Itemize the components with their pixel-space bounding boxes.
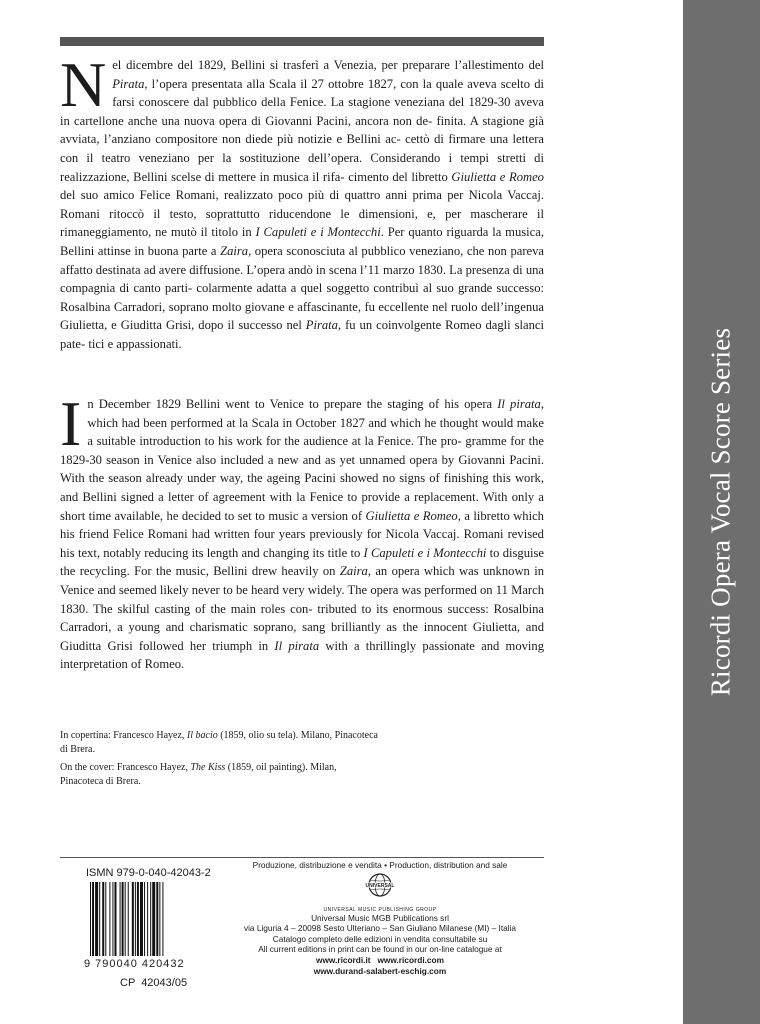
publisher-name: Universal Music MGB Publications srl [311,912,449,923]
barcode-bar [135,882,136,956]
barcode-bar [144,882,145,956]
text-line: Romeo, a libretto which his friend Felice Romani had written four years previously for [60,508,544,542]
text-line: el dicembre del 1829, Bellini si trasferì a Venezia, per preparare l’allestimento [112,58,524,72]
barcode-bar [156,882,158,956]
text-line: del Pirata, l’opera presentata alla Scala il 27 ottobre 1827, con la quale aveva [112,58,544,91]
barcode-bar [122,882,124,956]
barcode-bar [90,882,91,956]
barcode-bar [162,882,163,956]
text-line: sconosciuta al pubblico veneziano, che non pareva affatto destinata ad avere diffusione. [60,243,544,277]
english-lines [60,388,545,674]
text-line: L’opera andò in scena l’11 marzo 1830. La presenza di una compagnia di canto parti- [60,262,545,296]
series-title: Ricordi Opera Vocal Score Series [705,327,736,697]
text-line: le dimensioni, e, per mascherare il rimaneggiamento, ne mutò il titolo in I Capuleti e i [60,206,544,240]
barcode-digits: 9 790040 420432 [84,958,185,970]
text-line: Giuditta Grisi, dopo il successo nel Pirata, fu un coinvolgente Romeo dagli slanci pate- [60,318,544,351]
text-line: finita. A stagione già avviata, l’anziano compositore non diede più notizie e Bellini ac- [60,113,544,147]
text-line: sang brilliantly as the innocent Giulietta, and Giuditta Grisi followed her triumph in Il [60,620,544,653]
catalog-note-english: All current editions in print can be found in our on-line catalogue at [258,944,502,955]
isbn-code: ISMN 979-0-040-42043-2 [86,867,211,879]
text-line: soprano molto giovane e affascinante, fu eccellente nel ruolo dell’ingenua Giulietta, e [60,299,545,333]
text-line: make a suitable introduction to his work for the audience at la Fenice. The pro- [87,415,544,449]
logo-word: UNIVERSAL [365,882,395,889]
catalog-code: CP 42043/05 [120,977,188,989]
barcode-bar [152,882,155,956]
text-line: on Zaira, an opera which was unknown in Venice and seemed likely never to be heard [60,564,544,597]
logo-subtitle: UNIVERSAL MUSIC PUBLISHING GROUP [323,906,437,913]
barcode-image [88,882,198,956]
text-line: very widely. [282,582,345,597]
barcode-bar [109,882,110,956]
barcode-bar [125,882,126,956]
footer-rule [60,857,544,858]
barcode-bar [112,882,113,956]
text-line: cettò di firmare una lettera con il teatro veneziano per la sostituzione dell’opera. [60,132,544,165]
text-line: di quattro anni prima per Nicola Vaccaj. Romani ritoccò il testo, soprattutto riducendone [60,188,544,221]
text-line: to I Capuleti e i Montecchi to disguise the recycling. For the music, Bellini drew heavily [60,545,544,579]
barcode-bar [150,882,151,956]
text-line: With only a short time available, he decided to set to music a version of Giulietta e [60,489,544,523]
text-line: which had been performed at la Scala in October 1827 and which he thought would [87,415,514,430]
text-line: no signs of finishing this work, and Bellini signed a letter of agreement with la Fenice to [60,471,544,504]
cover-caption-italian [60,729,380,757]
website-links-2[interactable]: www.durand-salabert-eschig.com [313,965,447,976]
publisher-block [232,860,528,976]
barcode-bar [92,882,94,956]
text-line: opera by Giovanni Pacini. With the season already under way, the ageing Pacini showed [60,452,544,486]
text-line: provide a replacement. [361,489,479,504]
cover-caption-english [60,761,380,789]
barcode-bar [114,882,116,956]
italian-lines [60,49,545,354]
text-line: In copertina: Francesco Hayez, Il bacio (1859, olio su tela). Milano, [60,730,333,741]
barcode-bar [95,882,98,956]
text-line: Montecchi. Per quanto riguarda la musica, Bellini attinse in buona parte a Zaira, opera [60,225,544,258]
top-rule [60,37,544,46]
text-line: cimento del libretto Giulietta e Romeo del suo amico Felice Romani, realizzato poco più [60,169,544,203]
text-line: gramme for the 1829-30 season in Venice also included a new and as yet unnamed [60,434,544,467]
barcode-bar [132,882,134,956]
italian-paragraph [60,49,545,354]
text-line: Pinacoteca di Brera. [60,776,141,787]
text-line: The opera was performed on 11 March 1830. The skilful casting of the main roles con- [60,582,545,616]
catalog-note-italian: Catalogo completo delle edizioni in vendita consultabile su [272,933,488,944]
distribution-note: Produzione, distribuzione e vendita • Production, distribution and sale [252,860,508,870]
barcode-bar [147,882,148,956]
barcode-bar [140,882,143,956]
text-line: Pinacoteca di Brera. [60,730,378,755]
text-line: colarmente adatta a quel soggetto contribuì al suo grande successo: Rosalbina Carradori, [60,281,544,314]
english-paragraph [60,388,545,674]
barcode-bar [120,882,121,956]
publisher-address: via Liguria 4 – 20098 Sesto Ulteriano – San Giuliano Milanese (MI) – Italia [243,923,517,934]
barcode-bar [99,882,100,956]
text-line: 1829-30 aveva in cartellone anche una nuova opera di Giovanni Pacini, ancora non de- [60,95,544,128]
english-dropcap: I [60,388,82,459]
text-line: tributed to its enormous success: Rosalbina Carradori, a young and charismatic soprano, [60,601,544,635]
barcode-bar [128,882,129,956]
text-line: Nicola Vaccaj. Romani revised his text, notably reducing its length and changing its title [60,527,544,560]
text-line: pirata with a thrillingly passionate and moving interpretation of Romeo. [60,638,545,672]
barcode-bar [102,882,104,956]
text-line: Considerando i tempi stretti di realizzazione, Bellini scelse di mettere in musica il rifa- [60,150,544,184]
universal-logo-icon [360,873,400,907]
italian-dropcap: N [60,49,107,120]
barcode-bar [105,882,106,956]
website-links-1[interactable]: www.ricordi.it www.ricordi.com [315,954,444,965]
text-line: tici e appassionati. [88,336,182,351]
barcode-bar [159,882,160,956]
text-line: scelto di farsi conoscere dal pubblico della Fenice. La stagione veneziana del [112,76,545,110]
text-line: n December 1829 Bellini went to Venice to prepare the staging of his opera Il pirata, [87,397,544,411]
barcode-bar [137,882,139,956]
text-line: On the cover: Francesco Hayez, The Kiss (1859, oil painting). Milan, [60,762,337,773]
